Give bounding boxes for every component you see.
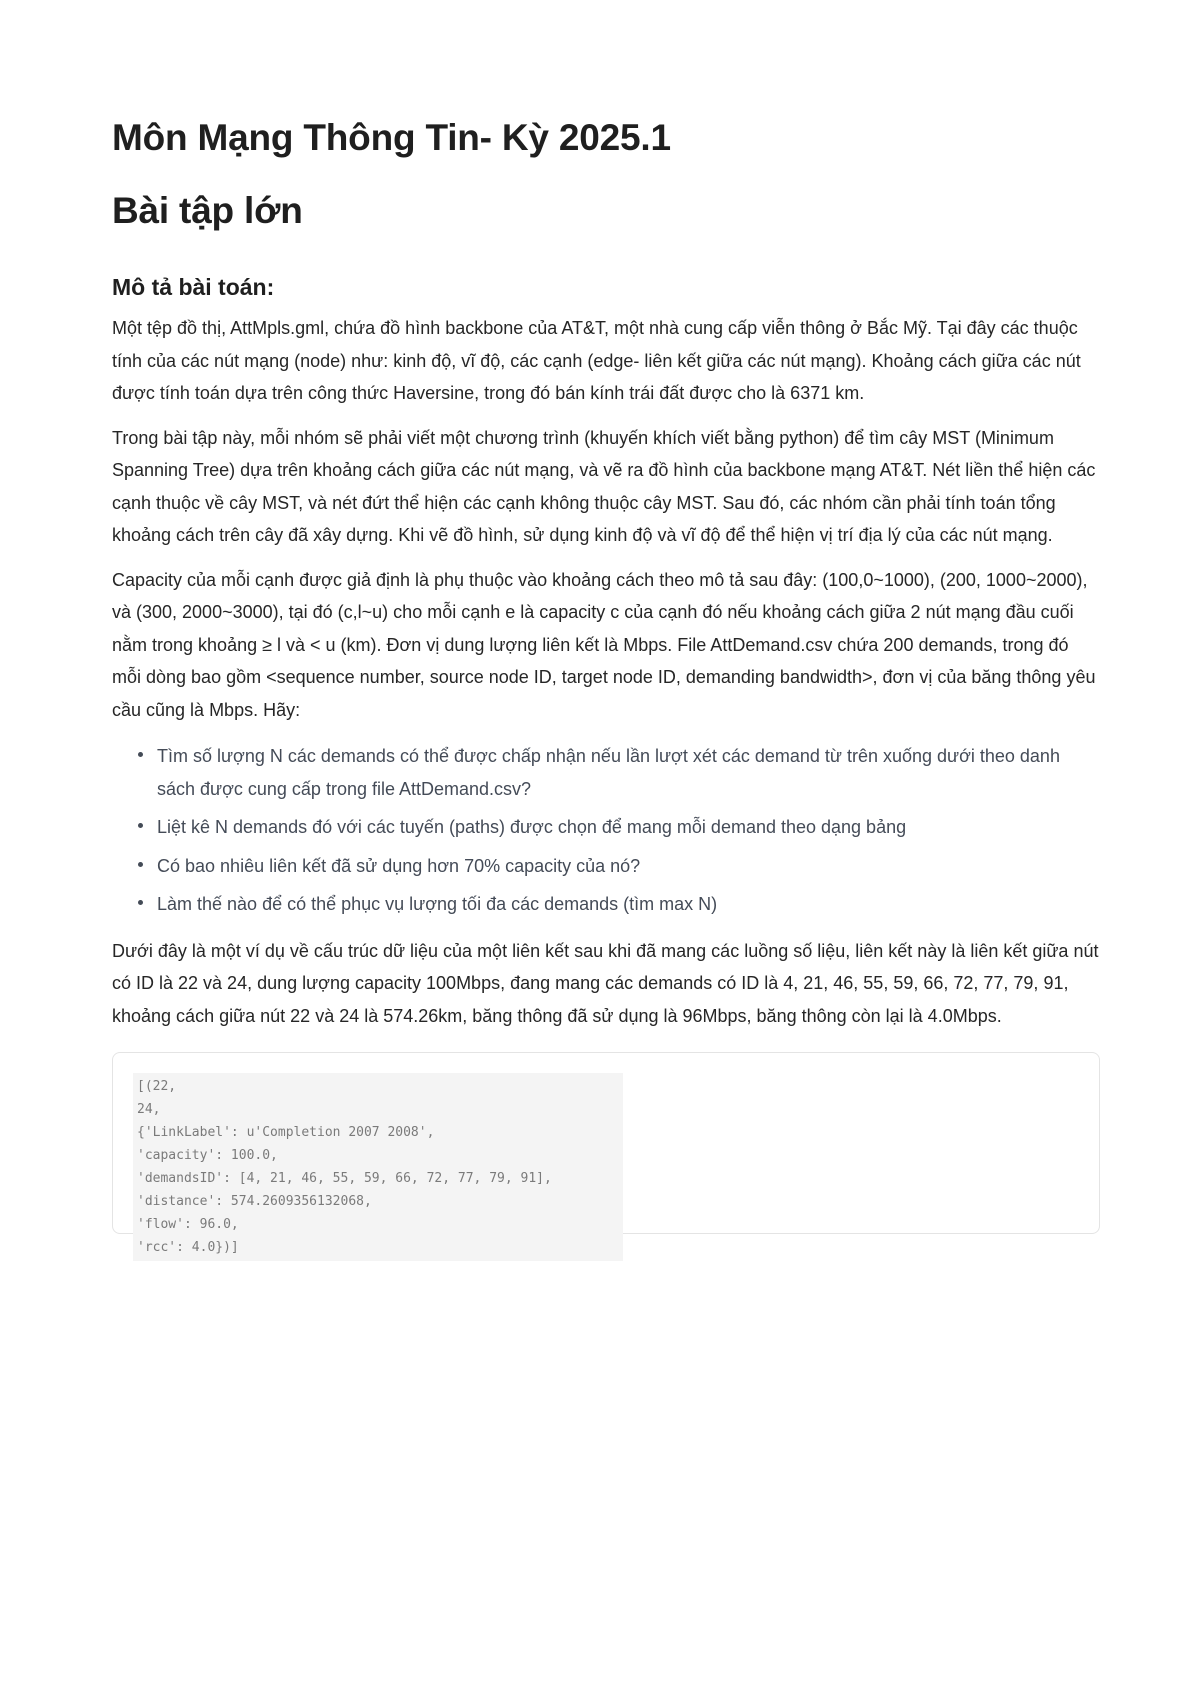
list-item: Tìm số lượng N các demands có thể được chấp nhận nếu lần lượt xét các demand từ trên xuống dưới theo danh sách được cung cấp trong file AttDemand.csv?: [157, 740, 1100, 805]
paragraph-dataset: Một tệp đồ thị, AttMpls.gml, chứa đồ hình backbone của AT&T, một nhà cung cấp viễn thông ở Bắc Mỹ. Tại đây các thuộc tính của các nút mạng (node) như: kinh độ, vĩ độ, các cạnh (edge- liên kết giữa các nút mạng). Khoảng cách giữa các nút được tính toán dựa trên công thức Haversine, trong đó bán kính trái đất được cho là 6371 km.: [112, 318, 1081, 403]
course-title: Môn Mạng Thông Tin- Kỳ 2025.1: [112, 117, 671, 158]
question-list: [112, 740, 1100, 921]
problem-description-heading: Mô tả bài toán:: [112, 274, 275, 300]
list-item: Liệt kê N demands đó với các tuyến (paths) được chọn để mang mỗi demand theo dạng bảng: [157, 811, 1100, 844]
paragraph-capacity: Capacity của mỗi cạnh được giả định là phụ thuộc vào khoảng cách theo mô tả sau đây: (100,0~1000), (200, 1000~2000), và (300, 2000~3000), tại đó (c,l~u) cho mỗi cạnh e là capacity c của cạnh đó nếu khoảng cách giữa 2 nút mạng đầu cuối nằm trong khoảng ≥ l và < u (km). Đơn vị dung lượng liên kết là Mbps. File AttDemand.csv chứa 200 demands, trong đó mỗi dòng bao gồm <sequence number, source node ID, target node ID, demanding bandwidth>, đơn vị của băng thông yêu cầu cũng là Mbps. Hãy:: [112, 569, 1096, 720]
paragraph-mst-task: Trong bài tập này, mỗi nhóm sẽ phải viết một chương trình (khuyến khích viết bằng python) để tìm cây MST (Minimum Spanning Tree) dựa trên khoảng cách giữa các nút mạng, và vẽ ra đồ hình của backbone mạng AT&T. Nét liền thể hiện các cạnh thuộc về cây MST, và nét đứt thể hiện các cạnh không thuộc cây MST. Sau đó, các nhóm cần phải tính toán tổng khoảng cách trên cây đã xây dựng. Khi vẽ đồ hình, sử dụng kinh độ và vĩ độ để thể hiện vị trí địa lý của các nút mạng.: [112, 427, 1096, 545]
list-item: Làm thế nào để có thể phục vụ lượng tối đa các demands (tìm max N): [157, 888, 1100, 921]
paragraph-example: Dưới đây là một ví dụ về cấu trúc dữ liệu của một liên kết sau khi đã mang các luồng số liệu, liên kết này là liên kết giữa nút có ID là 22 và 24, dung lượng capacity 100Mbps, đang mang các demands có ID là 4, 21, 46, 55, 59, 66, 72, 77, 79, 91, khoảng cách giữa nút 22 và 24 là 574.26km, băng thông đã sử dụng là 96Mbps, băng thông còn lại là 4.0Mbps.: [112, 940, 1099, 1026]
document-page: [112, 110, 1100, 1255]
code-example-card: [112, 1052, 1100, 1255]
list-item: Có bao nhiêu liên kết đã sử dụng hơn 70% capacity của nó?: [157, 850, 1100, 883]
assignment-title: Bài tập lớn: [112, 190, 303, 231]
code-sample: [(22, 24, {'LinkLabel': u'Completion 2007 2008', 'capacity': 100.0, 'demandsID': [4, 21, 46, 55, 59, 66, 72, 77, 79, 91], 'distance': 574.2609356132068, 'flow': 96.0, 'rcc': 4.0})]: [133, 1073, 623, 1261]
